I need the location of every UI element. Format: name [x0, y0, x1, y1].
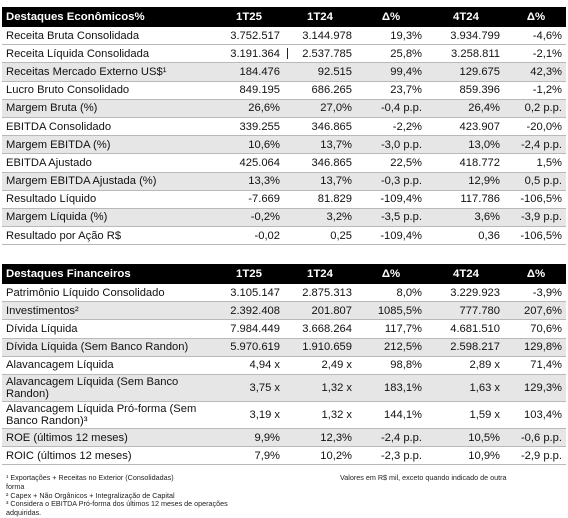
- row-label: Lucro Bruto Consolidado: [2, 81, 214, 99]
- cell-1t25: -7.669: [214, 190, 284, 208]
- cell-1t25: 425.064: [214, 154, 284, 172]
- cell-4t24: 4.681.510: [426, 320, 506, 338]
- header-delta-qoq: Δ%: [506, 7, 566, 27]
- cell-delta-qoq: 1,5%: [506, 154, 566, 172]
- cell-1t25: 3.752.517: [214, 27, 284, 45]
- row-label: Alavancagem Líquida (Sem Banco Randon): [2, 374, 214, 401]
- cell-4t24: 2.598.217: [426, 338, 506, 356]
- cell-1t25: 9,9%: [214, 428, 284, 446]
- cell-delta-qoq: -3,9 p.p.: [506, 208, 566, 226]
- table-row: [2, 302, 566, 320]
- cell-1t24: 27,0%: [284, 99, 356, 117]
- cell-delta-yoy: -0,4 p.p.: [356, 99, 426, 117]
- cell-1t25: 3,19 x: [214, 401, 284, 428]
- cell-1t25: 3.191.364: [214, 45, 284, 63]
- cell-4t24: 13,0%: [426, 136, 506, 154]
- cell-delta-yoy: 144,1%: [356, 401, 426, 428]
- table-row: [2, 401, 566, 428]
- table-row: [2, 117, 566, 135]
- economic-title: Destaques Econômicos%: [2, 7, 214, 27]
- cell-delta-qoq: 70,6%: [506, 320, 566, 338]
- cell-delta-qoq: 103,4%: [506, 401, 566, 428]
- cell-4t24: 10,9%: [426, 447, 506, 465]
- cell-delta-yoy: -109,4%: [356, 227, 426, 245]
- table-row: [2, 320, 566, 338]
- cell-4t24: 2,89 x: [426, 356, 506, 374]
- cell-1t24: 1,32 x: [284, 401, 356, 428]
- cell-4t24: 117.786: [426, 190, 506, 208]
- cell-delta-qoq: -2,4 p.p.: [506, 136, 566, 154]
- cell-1t24: 81.829: [284, 190, 356, 208]
- cell-1t25: 3.105.147: [214, 284, 284, 302]
- row-label: Dívida Líquida (Sem Banco Randon): [2, 338, 214, 356]
- row-label: Margem Líquida (%): [2, 208, 214, 226]
- cell-1t25: -0,02: [214, 227, 284, 245]
- row-label: Resultado Líquido: [2, 190, 214, 208]
- footnote-2: ² Capex + Não Orgânicos + Integralização de Capital: [6, 490, 175, 500]
- table-row: [2, 136, 566, 154]
- header-delta-qoq: Δ%: [506, 264, 566, 284]
- row-label: Margem Bruta (%): [2, 99, 214, 117]
- cell-4t24: 423.907: [426, 117, 506, 135]
- cell-1t25: 184.476: [214, 63, 284, 81]
- row-label: Resultado por Ação R$: [2, 227, 214, 245]
- cell-delta-yoy: 183,1%: [356, 374, 426, 401]
- table-row: [2, 27, 566, 45]
- table-row: [2, 190, 566, 208]
- footnote-1-cont: forma: [6, 481, 25, 491]
- cell-delta-qoq: 0,2 p.p.: [506, 99, 566, 117]
- cell-1t25: 339.255: [214, 117, 284, 135]
- cell-delta-yoy: 212,5%: [356, 338, 426, 356]
- cell-1t24: 2.875.313: [284, 284, 356, 302]
- cell-1t25: 10,6%: [214, 136, 284, 154]
- header-1t25: 1T25: [214, 7, 284, 27]
- cell-delta-yoy: -2,2%: [356, 117, 426, 135]
- cell-4t24: 12,9%: [426, 172, 506, 190]
- cell-1t24: 10,2%: [284, 447, 356, 465]
- table-row: [2, 99, 566, 117]
- table-row: [2, 374, 566, 401]
- cell-1t25: 3,75 x: [214, 374, 284, 401]
- cell-1t24: 1,32 x: [284, 374, 356, 401]
- cell-delta-qoq: -20,0%: [506, 117, 566, 135]
- cell-1t24: 13,7%: [284, 172, 356, 190]
- cell-1t24: 92.515: [284, 63, 356, 81]
- cell-delta-qoq: -4,6%: [506, 27, 566, 45]
- cell-4t24: 0,36: [426, 227, 506, 245]
- table-header-row: [2, 264, 566, 284]
- cell-delta-qoq: 71,4%: [506, 356, 566, 374]
- table-row: [2, 154, 566, 172]
- table-row: [2, 45, 566, 63]
- cell-delta-qoq: -106,5%: [506, 227, 566, 245]
- cell-1t24: 686.265: [284, 81, 356, 99]
- cell-delta-yoy: 25,8%: [356, 45, 426, 63]
- cell-delta-yoy: -109,4%: [356, 190, 426, 208]
- row-label: ROIC (últimos 12 meses): [2, 447, 214, 465]
- cell-4t24: 3.258.811: [426, 45, 506, 63]
- cell-4t24: 777.780: [426, 302, 506, 320]
- cell-1t25: 13,3%: [214, 172, 284, 190]
- cell-delta-yoy: -3,5 p.p.: [356, 208, 426, 226]
- table-row: [2, 428, 566, 446]
- row-label: Margem EBITDA Ajustada (%): [2, 172, 214, 190]
- cell-delta-yoy: 23,7%: [356, 81, 426, 99]
- cell-1t25: 26,6%: [214, 99, 284, 117]
- cell-delta-yoy: -0,3 p.p.: [356, 172, 426, 190]
- economic-highlights-table: [2, 7, 566, 245]
- cell-delta-yoy: 1085,5%: [356, 302, 426, 320]
- cell-4t24: 859.396: [426, 81, 506, 99]
- table-header-row: [2, 7, 566, 27]
- cell-delta-yoy: 98,8%: [356, 356, 426, 374]
- cell-1t25: 849.195: [214, 81, 284, 99]
- row-label: ROE (últimos 12 meses): [2, 428, 214, 446]
- cell-delta-qoq: 0,5 p.p.: [506, 172, 566, 190]
- cell-delta-qoq: -1,2%: [506, 81, 566, 99]
- cell-4t24: 129.675: [426, 63, 506, 81]
- header-delta-yoy: Δ%: [356, 264, 426, 284]
- cell-1t24: 1.910.659: [284, 338, 356, 356]
- cell-delta-qoq: -0,6 p.p.: [506, 428, 566, 446]
- footnotes: [6, 474, 236, 518]
- cell-1t24: 346.865: [284, 154, 356, 172]
- table-row: [2, 63, 566, 81]
- cell-4t24: 1,59 x: [426, 401, 506, 428]
- cell-1t24: 2,49 x: [284, 356, 356, 374]
- header-4t24: 4T24: [426, 264, 506, 284]
- cell-4t24: 418.772: [426, 154, 506, 172]
- cell-delta-qoq: 129,8%: [506, 338, 566, 356]
- cell-delta-qoq: 129,3%: [506, 374, 566, 401]
- cell-4t24: 3.229.923: [426, 284, 506, 302]
- table-row: [2, 338, 566, 356]
- header-1t24: 1T24: [284, 264, 356, 284]
- cell-1t25: 2.392.408: [214, 302, 284, 320]
- cell-1t25: -0,2%: [214, 208, 284, 226]
- row-label: Alavancagem Líquida: [2, 356, 214, 374]
- table-row: [2, 81, 566, 99]
- cell-delta-qoq: -2,9 p.p.: [506, 447, 566, 465]
- cell-delta-yoy: 8,0%: [356, 284, 426, 302]
- cell-1t24: 201.807: [284, 302, 356, 320]
- header-delta-yoy: Δ%: [356, 7, 426, 27]
- financial-highlights-table: [2, 264, 566, 465]
- cell-1t25: 5.970.619: [214, 338, 284, 356]
- cell-1t24: 13,7%: [284, 136, 356, 154]
- cell-4t24: 3,6%: [426, 208, 506, 226]
- table-row: [2, 227, 566, 245]
- row-label: Patrimônio Líquido Consolidado: [2, 284, 214, 302]
- values-note: Valores em R$ mil, exceto quando indicado de outra: [340, 473, 507, 482]
- cell-1t24: 346.865: [284, 117, 356, 135]
- table-row: [2, 356, 566, 374]
- cell-1t24: 3,2%: [284, 208, 356, 226]
- cell-1t25: 4,94 x: [214, 356, 284, 374]
- table-row: [2, 284, 566, 302]
- cell-delta-qoq: -2,1%: [506, 45, 566, 63]
- cell-delta-yoy: 19,3%: [356, 27, 426, 45]
- cell-delta-yoy: 22,5%: [356, 154, 426, 172]
- cell-4t24: 1,63 x: [426, 374, 506, 401]
- cell-4t24: 10,5%: [426, 428, 506, 446]
- cell-4t24: 26,4%: [426, 99, 506, 117]
- footnote-1: ¹ Exportações + Receitas no Exterior (Consolidadas): [6, 473, 174, 482]
- cell-delta-yoy: 99,4%: [356, 63, 426, 81]
- cell-delta-qoq: 42,3%: [506, 63, 566, 81]
- financial-title: Destaques Financeiros: [2, 264, 214, 284]
- cell-1t24: 3.668.264: [284, 320, 356, 338]
- table-row: [2, 447, 566, 465]
- cell-delta-qoq: -3,9%: [506, 284, 566, 302]
- row-label: EBITDA Consolidado: [2, 117, 214, 135]
- row-label: Alavancagem Líquida Pró-forma (Sem Banco Randon)³: [2, 401, 214, 428]
- row-label: Investimentos²: [2, 302, 214, 320]
- cell-delta-yoy: -3,0 p.p.: [356, 136, 426, 154]
- row-label: Receitas Mercado Externo US$¹: [2, 63, 214, 81]
- header-1t25: 1T25: [214, 264, 284, 284]
- cell-1t24: 3.144.978: [284, 27, 356, 45]
- cell-4t24: 3.934.799: [426, 27, 506, 45]
- cell-delta-yoy: -2,3 p.p.: [356, 447, 426, 465]
- footnote-3: ³ Considera o EBITDA Pró-forma dos últimos 12 meses de operações adquiridas.: [6, 499, 228, 518]
- row-label: Margem EBITDA (%): [2, 136, 214, 154]
- cell-1t24: 2.537.785: [284, 45, 356, 63]
- cell-delta-yoy: 117,7%: [356, 320, 426, 338]
- header-1t24: 1T24: [284, 7, 356, 27]
- header-4t24: 4T24: [426, 7, 506, 27]
- cell-1t24: 12,3%: [284, 428, 356, 446]
- cell-delta-qoq: 207,6%: [506, 302, 566, 320]
- cell-1t25: 7.984.449: [214, 320, 284, 338]
- cell-1t24: 0,25: [284, 227, 356, 245]
- cell-delta-yoy: -2,4 p.p.: [356, 428, 426, 446]
- table-row: [2, 208, 566, 226]
- row-label: Receita Bruta Consolidada: [2, 27, 214, 45]
- row-label: Dívida Líquida: [2, 320, 214, 338]
- table-row: [2, 172, 566, 190]
- cell-delta-qoq: -106,5%: [506, 190, 566, 208]
- cell-1t25: 7,9%: [214, 447, 284, 465]
- row-label: EBITDA Ajustado: [2, 154, 214, 172]
- row-label: Receita Líquida Consolidada: [2, 45, 214, 63]
